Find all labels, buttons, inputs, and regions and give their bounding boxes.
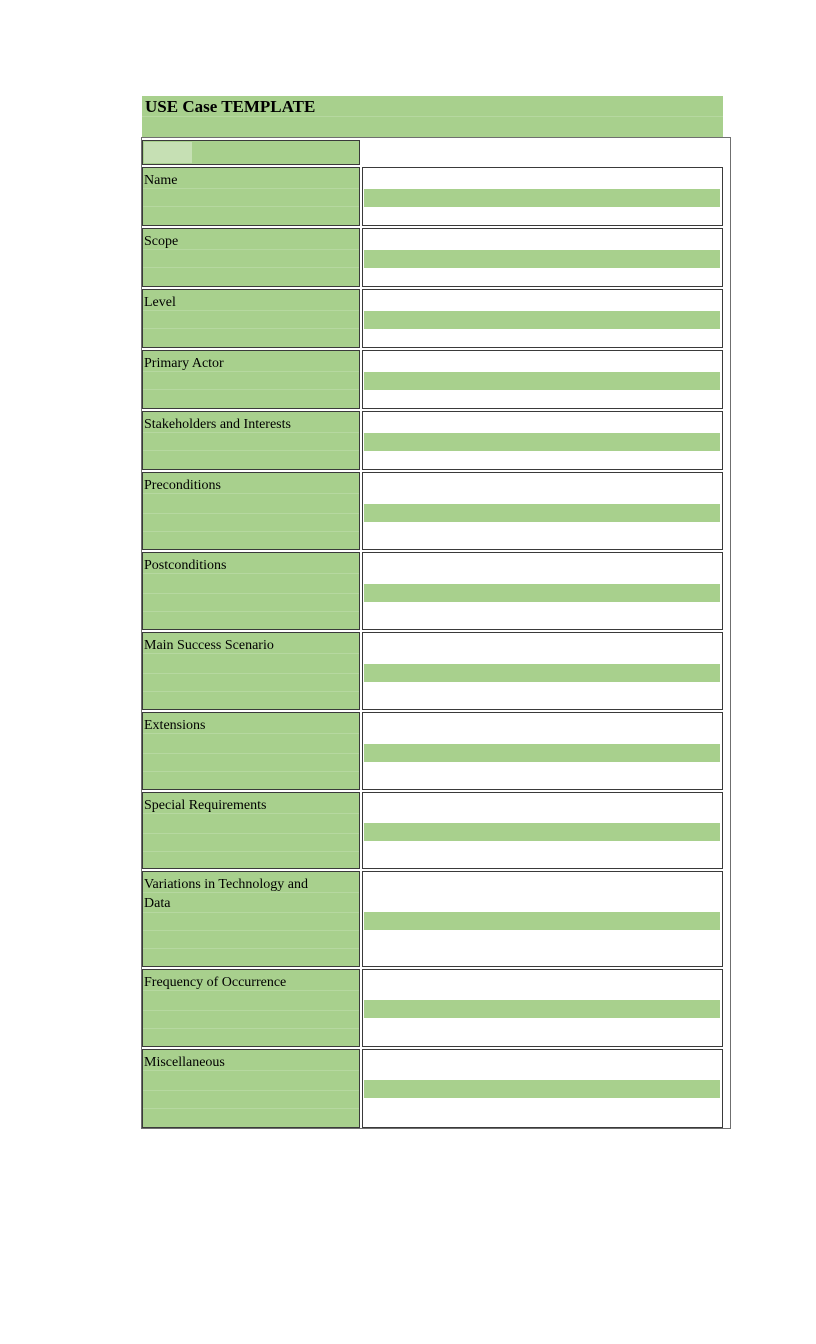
field-row-miscellaneous [142,1049,723,1128]
field-value-level[interactable] [362,289,723,348]
field-label-cell [142,411,360,470]
field-label-cell [142,350,360,409]
field-value-scope[interactable] [362,228,723,287]
field-label: Miscellaneous [144,1055,225,1070]
field-row-frequency [142,969,723,1047]
field-label: Main Success Scenario [144,638,274,653]
field-value-miscellaneous[interactable] [362,1049,723,1128]
field-row-name [142,167,723,226]
field-label-cell [142,632,360,710]
field-label-cell [142,1049,360,1128]
field-label: Frequency of Occurrence [144,975,287,990]
field-label-cell [142,712,360,790]
field-label: Extensions [144,718,206,733]
field-row-scope [142,228,723,287]
title-band [142,96,723,137]
field-row-variations [142,871,723,967]
field-row-primary-actor [142,350,723,409]
field-label: Special Requirements [144,798,267,813]
field-label: Postconditions [144,558,227,573]
field-label-cell [142,228,360,287]
field-value-special-requirements[interactable] [362,792,723,869]
field-value-name[interactable] [362,167,723,226]
field-label-cell [142,871,360,967]
field-row-extensions [142,712,723,790]
field-row-postconditions [142,552,723,630]
field-label: Variations in Technology and Data [144,877,309,911]
field-row-stakeholders [142,411,723,470]
field-row-level [142,289,723,348]
field-value-postconditions[interactable] [362,552,723,630]
field-label: Level [144,295,176,310]
header-cell [142,140,360,165]
field-label-cell [142,969,360,1047]
field-label: Stakeholders and Interests [144,417,291,432]
page-title: USE Case TEMPLATE [145,97,316,116]
field-value-extensions[interactable] [362,712,723,790]
field-value-variations[interactable] [362,871,723,967]
field-label: Preconditions [144,478,221,493]
field-label-cell [142,552,360,630]
field-value-stakeholders[interactable] [362,411,723,470]
field-row-main-success-scenario [142,632,723,710]
field-label-cell [142,167,360,226]
field-label: Name [144,173,178,188]
field-label: Scope [144,234,179,249]
header-cell-highlight [144,142,192,163]
field-value-preconditions[interactable] [362,472,723,550]
field-value-primary-actor[interactable] [362,350,723,409]
field-label: Primary Actor [144,356,224,371]
field-row-special-requirements [142,792,723,869]
field-label-cell [142,792,360,869]
field-label-cell [142,472,360,550]
field-row-preconditions [142,472,723,550]
field-label-cell [142,289,360,348]
field-value-main-success-scenario[interactable] [362,632,723,710]
field-value-frequency[interactable] [362,969,723,1047]
